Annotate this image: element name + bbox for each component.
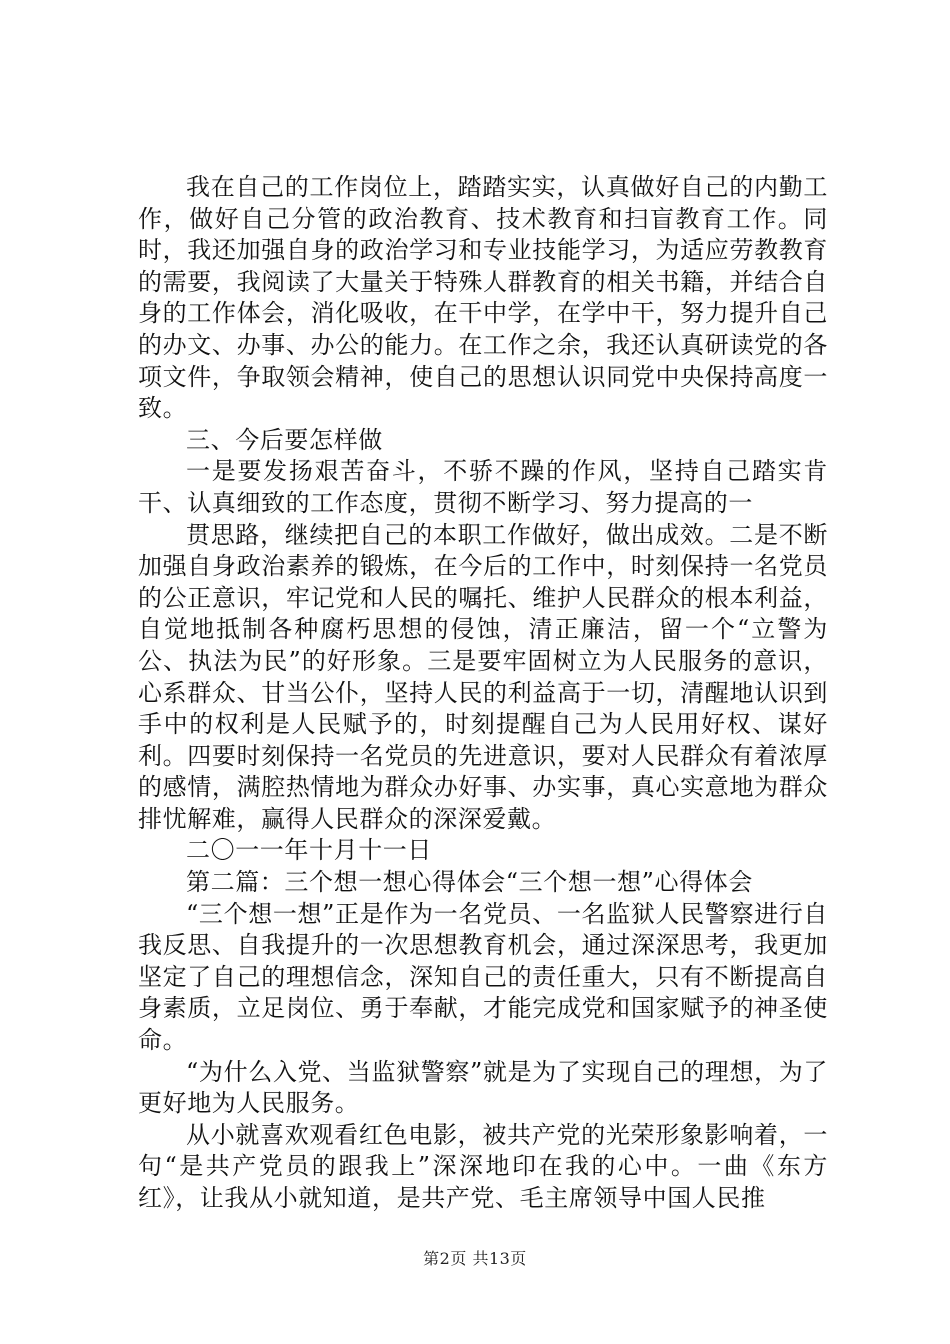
paragraph-reflection: “三个想一想”正是作为一名党员、一名监狱人民警察进行自我反思、自我提升的一次思想教育机会，通过深深思考，我更加坚定了自己的理想信念，深知自己的责任重大，只有不断提高自身素质，立足岗位、勇于奉献，才能完成党和国家赋予的神圣使命。	[138, 899, 828, 1055]
paragraph-plan-first: 一是要发扬艰苦奋斗，不骄不躁的作风，坚持自己踏实肯干、认真细致的工作态度，贯彻不断学习、努力提高的一	[138, 457, 828, 517]
paragraph-why-join: “为什么入党、当监狱警察”就是为了实现自己的理想，为了更好地为人民服务。	[138, 1057, 828, 1118]
chapter-title: 第二篇：三个想一想心得体会“三个想一想”心得体会	[186, 868, 753, 897]
paragraph-childhood: 从小就喜欢观看红色电影，被共产党的光荣形象影响着，一句“是共产党员的跟我上”深深地印在我的心中。一曲《东方红》，让我从小就知道，是共产党、毛主席领导中国人民推	[138, 1120, 828, 1212]
document-body	[138, 172, 828, 1215]
date-line: 二〇一一年十月十一日	[186, 836, 432, 865]
paragraph-work-duties: 我在自己的工作岗位上，踏踏实实，认真做好自己的内勤工作，做好自己分管的政治教育、技术教育和扫盲教育工作。同时，我还加强自身的政治学习和专业技能学习，为适应劳教教育的需要，我阅读了大量关于特殊人群教育的相关书籍，并结合自身的工作体会，消化吸收，在干中学，在学中干，努力提升自己的办文、办事、办公的能力。在工作之余，我还认真研读党的各项文件，争取领会精神，使自己的思想认识同党中央保持高度一致。	[138, 173, 828, 423]
page-number-footer: 第2页 共13页	[423, 1249, 527, 1268]
paragraph-plan-continued: 贯思路，继续把自己的本职工作做好，做出成效。二是不断加强自身政治素养的锻炼，在今后的工作中，时刻保持一名党员的公正意识，牢记党和人民的嘱托、维护人民群众的根本利益，自觉地抵制各种腐朽思想的侵蚀，清正廉洁，留一个“立警为公、执法为民”的好形象。三是要牢固树立为人民服务的意识，心系群众、甘当公仆，坚持人民的利益高于一切，清醒地认识到手中的权利是人民赋予的，时刻提醒自己为人民用好权、谋好利。四要时刻保持一名党员的先进意识，要对人民群众有着浓厚的感情，满腔热情地为群众办好事、办实事，真心实意地为群众排忧解难，赢得人民群众的深深爱戴。	[138, 520, 828, 833]
section-heading-future-plans: 三、今后要怎样做	[186, 425, 383, 454]
